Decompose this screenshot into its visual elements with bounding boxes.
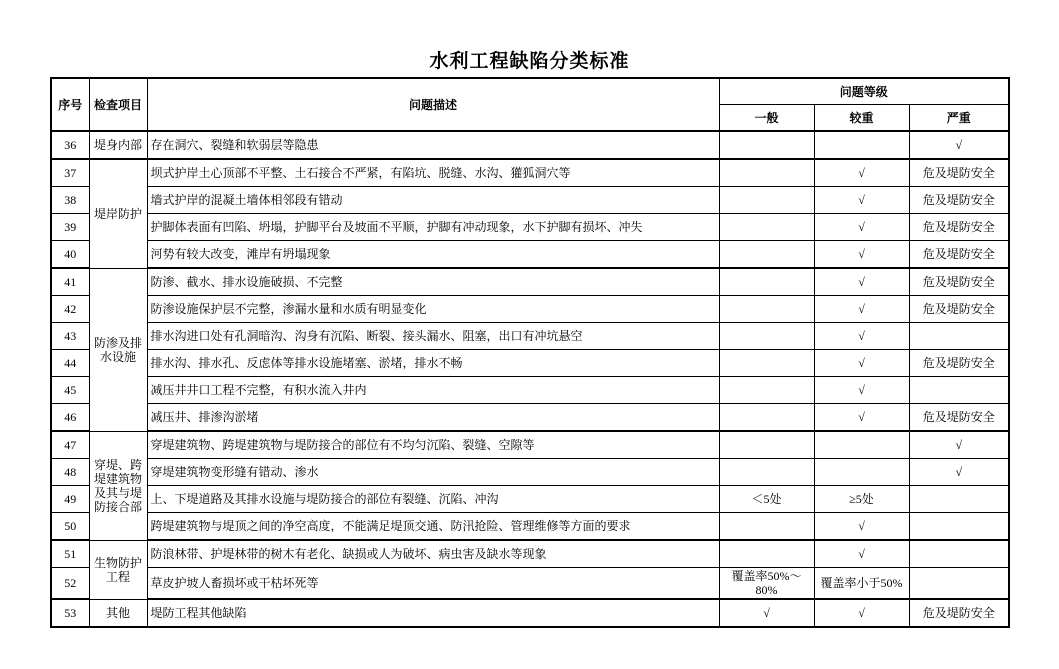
level-severe-cell: 危及堤防安全	[909, 187, 1009, 214]
serial-number-cell: 47	[51, 431, 89, 459]
problem-description-cell: 墙式护岸的混凝土墙体相邻段有错动	[147, 187, 719, 214]
level-general-cell	[719, 159, 814, 187]
level-severe-cell: 危及堤防安全	[909, 268, 1009, 296]
level-general-cell	[719, 431, 814, 459]
inspection-item-cell: 堤身内部	[89, 131, 147, 159]
table-body	[51, 131, 1009, 627]
header-row-top	[51, 78, 1009, 105]
level-serious-cell: √	[814, 323, 909, 350]
level-severe-cell: 危及堤防安全	[909, 159, 1009, 187]
table-row	[51, 350, 1009, 377]
serial-number-cell: 44	[51, 350, 89, 377]
table-row	[51, 431, 1009, 459]
inspection-item-cell: 穿堤、跨堤建筑物及其与堤防接合部	[89, 431, 147, 540]
level-serious-cell: ≥5处	[814, 486, 909, 513]
problem-description-cell: 坝式护岸土心顶部不平整、土石接合不严紧，有陷坑、脱缝、水沟、獾狐洞穴等	[147, 159, 719, 187]
header-serial-number: 序号	[51, 78, 89, 131]
table-row	[51, 377, 1009, 404]
level-general-cell	[719, 540, 814, 568]
level-general-cell: ＜5处	[719, 486, 814, 513]
defect-classification-table	[50, 77, 1010, 628]
table-row	[51, 241, 1009, 269]
level-serious-cell: √	[814, 187, 909, 214]
table-row	[51, 513, 1009, 541]
level-severe-cell	[909, 513, 1009, 541]
serial-number-cell: 53	[51, 599, 89, 627]
serial-number-cell: 43	[51, 323, 89, 350]
level-severe-cell	[909, 486, 1009, 513]
table-row	[51, 187, 1009, 214]
serial-number-cell: 42	[51, 296, 89, 323]
problem-description-cell: 堤防工程其他缺陷	[147, 599, 719, 627]
table-row	[51, 459, 1009, 486]
table-row	[51, 568, 1009, 600]
level-serious-cell: √	[814, 268, 909, 296]
table-row	[51, 323, 1009, 350]
level-severe-cell	[909, 377, 1009, 404]
problem-description-cell: 穿堤建筑物变形缝有错动、渗水	[147, 459, 719, 486]
problem-description-cell: 防浪林带、护堤林带的树木有老化、缺损或人为破坏、病虫害及缺水等现象	[147, 540, 719, 568]
serial-number-cell: 52	[51, 568, 89, 600]
table-row	[51, 486, 1009, 513]
serial-number-cell: 39	[51, 214, 89, 241]
problem-description-cell: 穿堤建筑物、跨堤建筑物与堤防接合的部位有不均匀沉陷、裂缝、空隙等	[147, 431, 719, 459]
level-severe-cell: 危及堤防安全	[909, 296, 1009, 323]
level-severe-cell: √	[909, 431, 1009, 459]
serial-number-cell: 50	[51, 513, 89, 541]
problem-description-cell: 存在洞穴、裂缝和软弱层等隐患	[147, 131, 719, 159]
level-serious-cell: √	[814, 159, 909, 187]
level-severe-cell: 危及堤防安全	[909, 350, 1009, 377]
level-severe-cell: 危及堤防安全	[909, 404, 1009, 432]
table-header	[51, 78, 1009, 131]
table-row	[51, 159, 1009, 187]
header-problem-description: 问题描述	[147, 78, 719, 131]
header-level-serious: 较重	[814, 105, 909, 132]
level-general-cell	[719, 377, 814, 404]
level-serious-cell	[814, 459, 909, 486]
level-general-cell: √	[719, 599, 814, 627]
level-general-cell	[719, 268, 814, 296]
problem-description-cell: 防渗设施保护层不完整，渗漏水量和水质有明显变化	[147, 296, 719, 323]
level-general-cell: 覆盖率50%～80%	[719, 568, 814, 600]
problem-description-cell: 排水沟进口处有孔洞暗沟、沟身有沉陷、断裂、接头漏水、阻塞，出口有冲坑悬空	[147, 323, 719, 350]
level-serious-cell: √	[814, 599, 909, 627]
level-serious-cell: √	[814, 214, 909, 241]
level-general-cell	[719, 323, 814, 350]
level-severe-cell: 危及堤防安全	[909, 241, 1009, 269]
inspection-item-cell: 其他	[89, 599, 147, 627]
inspection-item-cell: 生物防护工程	[89, 540, 147, 599]
table-row	[51, 214, 1009, 241]
table-row	[51, 268, 1009, 296]
serial-number-cell: 37	[51, 159, 89, 187]
table-row	[51, 131, 1009, 159]
level-severe-cell	[909, 540, 1009, 568]
header-problem-level: 问题等级	[719, 78, 1009, 105]
level-serious-cell: √	[814, 540, 909, 568]
inspection-item-cell: 防渗及排水设施	[89, 268, 147, 431]
page-title: 水利工程缺陷分类标准	[429, 51, 630, 72]
level-severe-cell: 危及堤防安全	[909, 599, 1009, 627]
level-severe-cell	[909, 568, 1009, 600]
level-general-cell	[719, 513, 814, 541]
problem-description-cell: 减压井、排渗沟淤堵	[147, 404, 719, 432]
table-row	[51, 296, 1009, 323]
header-level-severe: 严重	[909, 105, 1009, 132]
level-severe-cell: √	[909, 131, 1009, 159]
level-serious-cell: √	[814, 513, 909, 541]
level-general-cell	[719, 214, 814, 241]
problem-description-cell: 护脚体表面有凹陷、坍塌，护脚平台及坡面不平顺，护脚有冲动现象，水下护脚有损坏、冲失	[147, 214, 719, 241]
level-serious-cell: √	[814, 241, 909, 269]
level-general-cell	[719, 187, 814, 214]
problem-description-cell: 减压井井口工程不完整，有积水流入井内	[147, 377, 719, 404]
level-serious-cell: √	[814, 377, 909, 404]
level-severe-cell	[909, 323, 1009, 350]
serial-number-cell: 36	[51, 131, 89, 159]
serial-number-cell: 38	[51, 187, 89, 214]
problem-description-cell: 上、下堤道路及其排水设施与堤防接合的部位有裂缝、沉陷、冲沟	[147, 486, 719, 513]
level-general-cell	[719, 241, 814, 269]
level-serious-cell: 覆盖率小于50%	[814, 568, 909, 600]
level-serious-cell	[814, 431, 909, 459]
level-general-cell	[719, 350, 814, 377]
serial-number-cell: 45	[51, 377, 89, 404]
table-row	[51, 404, 1009, 432]
table-row	[51, 599, 1009, 627]
header-level-general: 一般	[719, 105, 814, 132]
table-row	[51, 540, 1009, 568]
serial-number-cell: 40	[51, 241, 89, 269]
level-serious-cell: √	[814, 404, 909, 432]
level-general-cell	[719, 131, 814, 159]
inspection-item-cell: 堤岸防护	[89, 159, 147, 268]
problem-description-cell: 河势有较大改变，滩岸有坍塌现象	[147, 241, 719, 269]
problem-description-cell: 跨堤建筑物与堤顶之间的净空高度，不能满足堤顶交通、防汛抢险、管理维修等方面的要求	[147, 513, 719, 541]
problem-description-cell: 防渗、截水、排水设施破损、不完整	[147, 268, 719, 296]
serial-number-cell: 41	[51, 268, 89, 296]
level-general-cell	[719, 404, 814, 432]
level-severe-cell: √	[909, 459, 1009, 486]
serial-number-cell: 46	[51, 404, 89, 432]
level-general-cell	[719, 296, 814, 323]
level-severe-cell: 危及堤防安全	[909, 214, 1009, 241]
level-serious-cell: √	[814, 296, 909, 323]
serial-number-cell: 51	[51, 540, 89, 568]
serial-number-cell: 49	[51, 486, 89, 513]
serial-number-cell: 48	[51, 459, 89, 486]
level-serious-cell	[814, 131, 909, 159]
level-general-cell	[719, 459, 814, 486]
problem-description-cell: 草皮护坡人畜损坏或干枯坏死等	[147, 568, 719, 600]
header-inspection-item: 检查项目	[89, 78, 147, 131]
level-serious-cell: √	[814, 350, 909, 377]
problem-description-cell: 排水沟、排水孔、反虑体等排水设施堵塞、淤堵，排水不畅	[147, 350, 719, 377]
